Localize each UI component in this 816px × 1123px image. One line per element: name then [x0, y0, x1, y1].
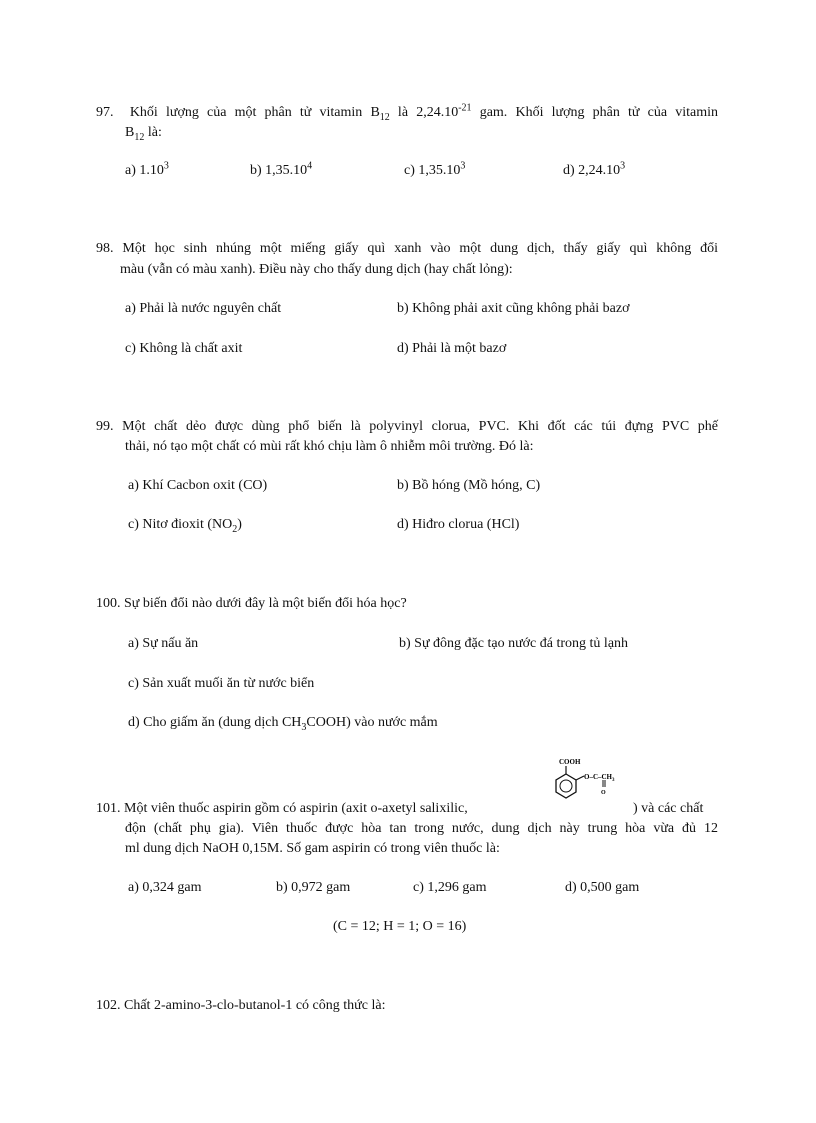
q99-number: 99.	[96, 419, 114, 434]
q101-line1-left: 101. Một viên thuốc aspirin gồm có aspirin (axit o-axetyl salixilic,	[96, 801, 468, 816]
q100-option-b: b) Sự đông đặc tạo nước đá trong tủ lạnh	[399, 636, 629, 651]
q98-line1: 98. Một học sinh nhúng một miếng giấy quì xanh vào một dung dịch, thấy giấy quì không đổi	[96, 241, 719, 256]
structure-ester-label: $O-C-CH_3$	[584, 773, 615, 783]
q98-option-c: c) Không là chất axit	[125, 341, 243, 356]
q99-option-a: a) Khí Cacbon oxit (CO)	[128, 478, 268, 493]
q98-number: 98.	[96, 241, 114, 256]
q102-number: 102.	[96, 998, 121, 1013]
structure-benzene-circle	[560, 780, 572, 792]
q101-atomic-masses-note: (C = 12; H = 1; O = 16)	[333, 919, 467, 934]
q99-option-d: d) Hiđro clorua (HCl)	[397, 517, 520, 532]
q101-line2: độn (chất phụ gia). Viên thuốc được hòa tan trong nước, dung dịch này trung hòa vừa đủ 12	[125, 821, 718, 836]
q97-option-c: c) 1,35.10$^3$	[404, 160, 466, 178]
q101-line1-right: ) và các chất	[633, 801, 704, 816]
q97-option-d: d) 2,24.10$^3$	[563, 160, 626, 178]
q98-option-d: d) Phải là một bazơ	[397, 341, 507, 356]
q99-line2: thải, nó tạo một chất có mùi rất khó chịu làm ô nhiễm môi trường. Đó là:	[125, 439, 534, 454]
q100-number: 100.	[96, 596, 121, 611]
q99-option-b: b) Bồ hóng (Mồ hóng, C)	[397, 478, 541, 493]
q99-line1: 99. Một chất dẻo được dùng phổ biến là polyvinyl clorua, PVC. Khi đốt các túi đựng PVC phế	[96, 419, 719, 434]
structure-benzene-ring	[556, 774, 576, 798]
q102-line1: 102. Chất 2-amino-3-clo-butanol-1 có công thức là:	[96, 998, 386, 1013]
q100-option-d: d) Cho giấm ăn (dung dịch $CH_3COOH$) vào nước mắm	[128, 715, 438, 733]
q97-option-b: b) 1,35.10$^4$	[250, 160, 313, 178]
q101-option-a: a) 0,324 gam	[128, 880, 202, 895]
q100-option-c: c) Sản xuất muối ăn từ nước biển	[128, 676, 315, 691]
q101-option-c: c) 1,296 gam	[413, 880, 487, 895]
q97-line2: $B_{12}$ là:	[125, 125, 162, 143]
q98-option-b: b) Không phải axit cũng không phải bazơ	[397, 301, 630, 316]
structure-cooh-label: COOH	[559, 758, 581, 766]
q100-option-a: a) Sự nấu ăn	[128, 636, 199, 651]
q99-option-c: c) Nitơ đioxit $(NO_2)$	[128, 517, 242, 535]
q97-option-a: a) 1.10$^3$	[125, 160, 169, 178]
q97-line1: 97. Khối lượng của một phân tử vitamin $B_{12}$ là $2,24.10^{-21}$ gam. Khối lượng phân tử của vitamin	[96, 102, 718, 123]
q101-option-d: d) 0,500 gam	[565, 880, 640, 895]
q97-number: 97.	[96, 105, 114, 120]
q100-line1: 100. Sự biến đổi nào dưới đây là một biến đổi hóa học?	[96, 596, 407, 611]
q101-number: 101.	[96, 801, 121, 816]
q101-option-b: b) 0,972 gam	[276, 880, 351, 895]
q98-option-a: a) Phải là nước nguyên chất	[125, 301, 282, 316]
q101-line3: ml dung dịch NaOH 0,15M. Số gam aspirin có trong viên thuốc là:	[125, 841, 500, 856]
q98-line2: màu (vẫn có màu xanh). Điều này cho thấy dung dịch (hay chất lỏng):	[120, 262, 513, 277]
aspirin-structure-diagram	[545, 757, 635, 807]
structure-bond-ester	[576, 776, 584, 780]
structure-carbonyl-o: O	[601, 790, 606, 796]
